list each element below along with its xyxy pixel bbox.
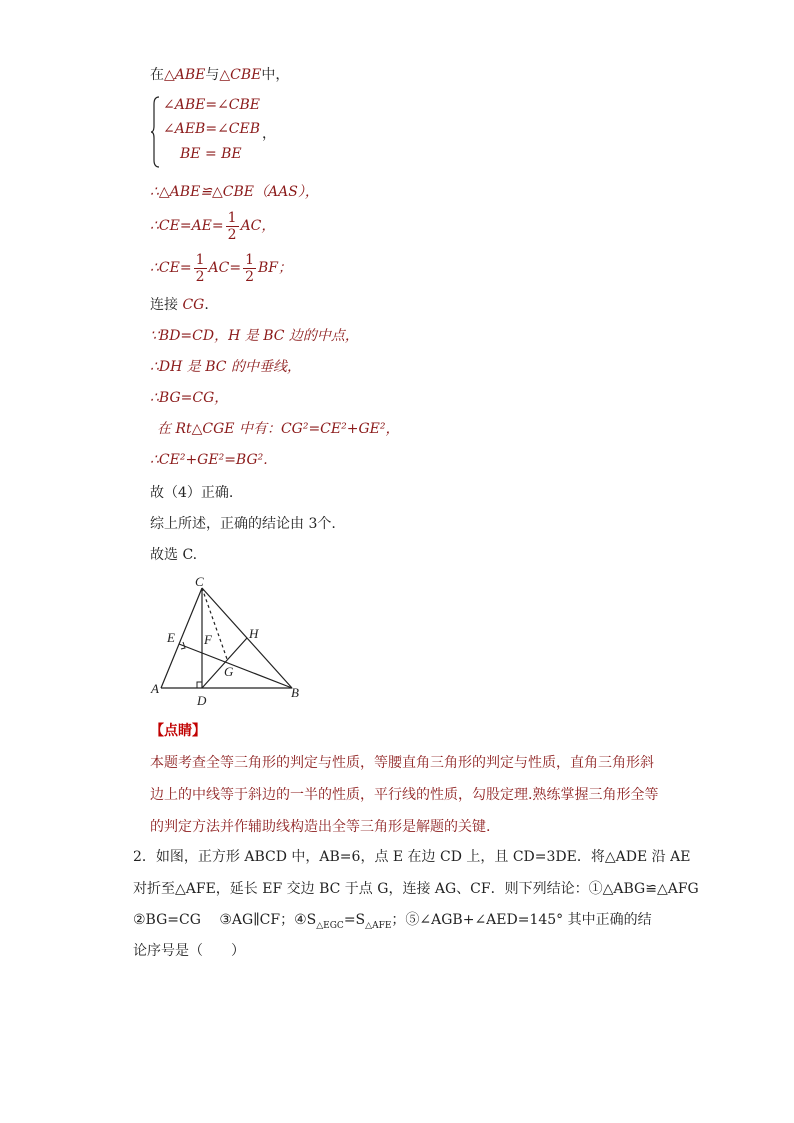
- ce-equals-line: [150, 206, 275, 246]
- label-e: E: [167, 630, 175, 645]
- comment-paragraph-2: 边上的中线等于斜边的一半的性质，平行线的性质，勾股定理.熟练掌握三角形全等: [150, 787, 659, 803]
- choose-line: 故选 C.: [150, 547, 198, 563]
- ce-line-rhs: AC，: [240, 218, 276, 234]
- half-fraction-3: [243, 252, 256, 285]
- system-row-2: ∠AEB=∠CEB: [163, 121, 261, 137]
- connect-text: 连接: [150, 297, 178, 313]
- triangle-abe: △ABE: [164, 67, 206, 83]
- ce2-line-rhs: BF；: [257, 260, 292, 276]
- label-f: F: [204, 632, 212, 647]
- congruence-line: ∴△ABE≌△CBE（AAS），: [150, 184, 319, 200]
- fraction-denominator: 2: [245, 268, 254, 285]
- ce2-line-mid: AC=: [208, 260, 242, 276]
- solution-intro-line: [150, 66, 289, 84]
- fraction-numerator: 1: [195, 251, 205, 268]
- system-row-3: BE = BE: [180, 146, 242, 162]
- system-row-1: ∠ABE=∠CBE: [163, 97, 261, 113]
- comment-paragraph-3: 的判定方法并作辅助线构造出全等三角形是解题的关键.: [150, 819, 491, 835]
- triangle-cbe: △CBE: [219, 67, 262, 83]
- problem2-l3-a: ②BG=CG ③AG∥CF；④S: [133, 912, 317, 928]
- problem2-line-3: [133, 911, 652, 935]
- dh-perpendicular-line: ∴DH 是 BC 的中垂线，: [150, 359, 301, 375]
- bg-equals-line: ∴BG=CG，: [150, 390, 229, 406]
- label-b: B: [291, 685, 299, 700]
- problem2-l3-b: =S: [343, 912, 366, 928]
- fraction-denominator: 2: [195, 268, 205, 285]
- system-brace: [150, 96, 160, 168]
- summary-line: 综上所述，正确的结论由 3个.: [150, 516, 336, 532]
- problem2-line-1: 2．如图，正方形 ABCD 中，AB=6，点 E 在边 CD 上，且 CD=3DE．将△ADE 沿 AE: [133, 849, 691, 865]
- comment-heading: 【点睛】: [150, 723, 206, 739]
- label-h: H: [249, 626, 259, 641]
- ce-line-lhs: ∴CE=AE=: [150, 218, 224, 234]
- connect-end: .: [204, 297, 209, 313]
- fraction-denominator: 2: [227, 226, 237, 243]
- comment-paragraph-1: 本题考查全等三角形的判定与性质，等腰直角三角形的判定与性质，直角三角形斜: [150, 755, 654, 771]
- problem2-l3-c: ；⑤∠AGB+∠AED=145° 其中正确的结: [391, 912, 652, 928]
- because-line: ∵BD=CD，H 是 BC 边的中点，: [150, 328, 359, 344]
- triangle-figure: [145, 572, 325, 712]
- fraction-numerator: 1: [245, 251, 254, 268]
- ce2-line-lhs: ∴CE=: [150, 260, 192, 276]
- conclusion-4-line: 故（4）正确.: [150, 485, 234, 501]
- problem2-line-2: 对折至△AFE，延长 EF 交边 BC 于点 G，连接 AG、CF．则下列结论：①△ABG≌△AFG: [133, 881, 699, 897]
- connect-line: [150, 296, 209, 314]
- intro-suffix: 中，: [261, 67, 290, 83]
- right-triangle-line: 在 Rt△CGE 中有：CG²=CE²+GE²，: [157, 421, 400, 437]
- segment-cg: [202, 588, 227, 659]
- label-g: G: [224, 664, 234, 679]
- half-fraction-1: [226, 210, 239, 243]
- problem2-l3-sub1: △EGC: [316, 920, 344, 931]
- label-c: C: [195, 574, 204, 589]
- problem2-line-4: 论序号是（ ）: [133, 943, 245, 959]
- fraction-numerator: 1: [227, 209, 237, 226]
- ce-half-line: [150, 248, 292, 288]
- half-fraction-2: [194, 252, 207, 285]
- final-equation-line: ∴CE²+GE²=BG².: [150, 452, 268, 468]
- problem2-l3-sub2: △AFE: [365, 920, 392, 931]
- intro-prefix: 在: [150, 67, 164, 83]
- right-angle-d: [197, 682, 202, 688]
- label-a: A: [151, 681, 159, 696]
- connect-var: CG: [182, 297, 205, 313]
- intro-mid: 与: [205, 67, 220, 83]
- label-d: D: [197, 693, 207, 708]
- system-row-2-comma: ，: [262, 126, 276, 142]
